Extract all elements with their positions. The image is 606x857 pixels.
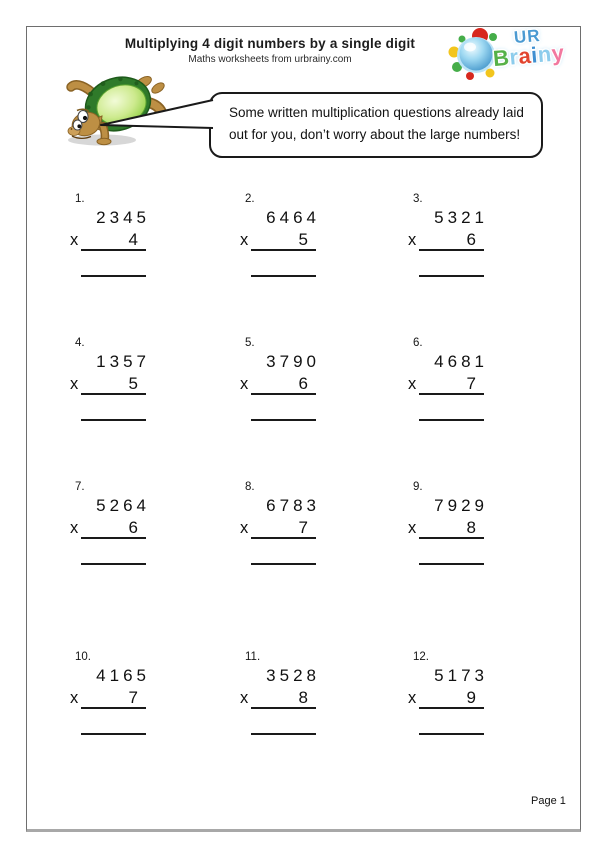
problem <box>238 337 320 429</box>
logo-letter: r <box>508 43 520 70</box>
multiplier: 4 <box>128 230 138 249</box>
problem <box>68 481 150 573</box>
answer-line <box>251 419 316 421</box>
page-number: Page 1 <box>531 795 566 807</box>
multiplicand: 4165 <box>96 666 150 685</box>
speech-bubble <box>209 92 543 158</box>
multiplier: 5 <box>128 374 138 393</box>
problem <box>406 337 488 429</box>
multiplier: 8 <box>298 688 308 707</box>
problem <box>406 651 488 743</box>
logo-letter: n <box>536 41 553 68</box>
worksheet-subtitle: Maths worksheets from urbrainy.com <box>188 54 352 65</box>
urbrainy-logo <box>448 27 580 83</box>
multiplicand: 3528 <box>266 666 320 685</box>
multiplier: 7 <box>128 688 138 707</box>
answer-line <box>81 419 146 421</box>
problem-number: 5. <box>245 337 255 349</box>
working-line <box>81 249 146 251</box>
multiplicand: 6783 <box>266 496 320 515</box>
logo-letter: a <box>517 42 533 69</box>
problem-number: 4. <box>75 337 85 349</box>
multiply-sign: x <box>408 375 417 393</box>
multiplier: 7 <box>466 374 476 393</box>
problem-number: 12. <box>413 651 429 663</box>
working-line <box>419 249 484 251</box>
working-line <box>419 707 484 709</box>
problem-number: 6. <box>413 337 423 349</box>
multiplicand: 4681 <box>434 352 488 371</box>
problem <box>68 193 150 285</box>
answer-line <box>251 275 316 277</box>
working-line <box>251 249 316 251</box>
working-line <box>419 393 484 395</box>
answer-line <box>251 733 316 735</box>
multiply-sign: x <box>70 519 79 537</box>
answer-line <box>419 563 484 565</box>
problem-number: 9. <box>413 481 423 493</box>
answer-line <box>419 275 484 277</box>
problem <box>238 651 320 743</box>
problem-number: 11. <box>245 651 261 663</box>
problem-number: 7. <box>75 481 85 493</box>
working-line <box>251 393 316 395</box>
problem-number: 3. <box>413 193 423 205</box>
problem-number: 10. <box>75 651 91 663</box>
multiplicand: 5173 <box>434 666 488 685</box>
multiply-sign: x <box>408 689 417 707</box>
answer-line <box>251 563 316 565</box>
logo-letter: y <box>550 39 566 66</box>
working-line <box>81 393 146 395</box>
multiply-sign: x <box>408 519 417 537</box>
multiplier: 7 <box>298 518 308 537</box>
problem <box>238 481 320 573</box>
multiply-sign: x <box>70 375 79 393</box>
multiplier: 9 <box>466 688 476 707</box>
problem <box>68 651 150 743</box>
problem-number: 8. <box>245 481 255 493</box>
problem-number: 1. <box>75 193 85 205</box>
problem-number: 2. <box>245 193 255 205</box>
answer-line <box>419 419 484 421</box>
multiplicand: 6464 <box>266 208 320 227</box>
multiply-sign: x <box>240 519 249 537</box>
multiplier: 6 <box>128 518 138 537</box>
multiply-sign: x <box>408 231 417 249</box>
multiplicand: 1357 <box>96 352 150 371</box>
multiplicand: 7929 <box>434 496 488 515</box>
multiply-sign: x <box>70 231 79 249</box>
logo-letter: B <box>492 44 511 72</box>
multiplicand: 2345 <box>96 208 150 227</box>
working-line <box>251 707 316 709</box>
multiplier: 6 <box>298 374 308 393</box>
working-line <box>81 707 146 709</box>
answer-line <box>81 275 146 277</box>
problem <box>238 193 320 285</box>
worksheet-title: Multiplying 4 digit numbers by a single digit <box>124 36 416 51</box>
multiplier: 5 <box>298 230 308 249</box>
problem <box>406 193 488 285</box>
multiply-sign: x <box>240 375 249 393</box>
multiply-sign: x <box>70 689 79 707</box>
multiplicand: 5264 <box>96 496 150 515</box>
multiplier: 6 <box>466 230 476 249</box>
working-line <box>251 537 316 539</box>
multiplicand: 3790 <box>266 352 320 371</box>
problem <box>68 337 150 429</box>
multiplier: 8 <box>466 518 476 537</box>
answer-line <box>81 733 146 735</box>
logo-text-brainy <box>492 40 566 72</box>
speech-bubble-text: Some written multiplication questions already laid out for you, don’t worry about the large numbers! <box>229 105 524 142</box>
answer-line <box>81 563 146 565</box>
multiply-sign: x <box>240 689 249 707</box>
answer-line <box>419 733 484 735</box>
multiplicand: 5321 <box>434 208 488 227</box>
problem <box>406 481 488 573</box>
speech-bubble-tail <box>96 94 214 134</box>
working-line <box>419 537 484 539</box>
logo-letter: i <box>530 42 539 68</box>
multiply-sign: x <box>240 231 249 249</box>
logo-text-ur: UR <box>513 25 542 48</box>
working-line <box>81 537 146 539</box>
